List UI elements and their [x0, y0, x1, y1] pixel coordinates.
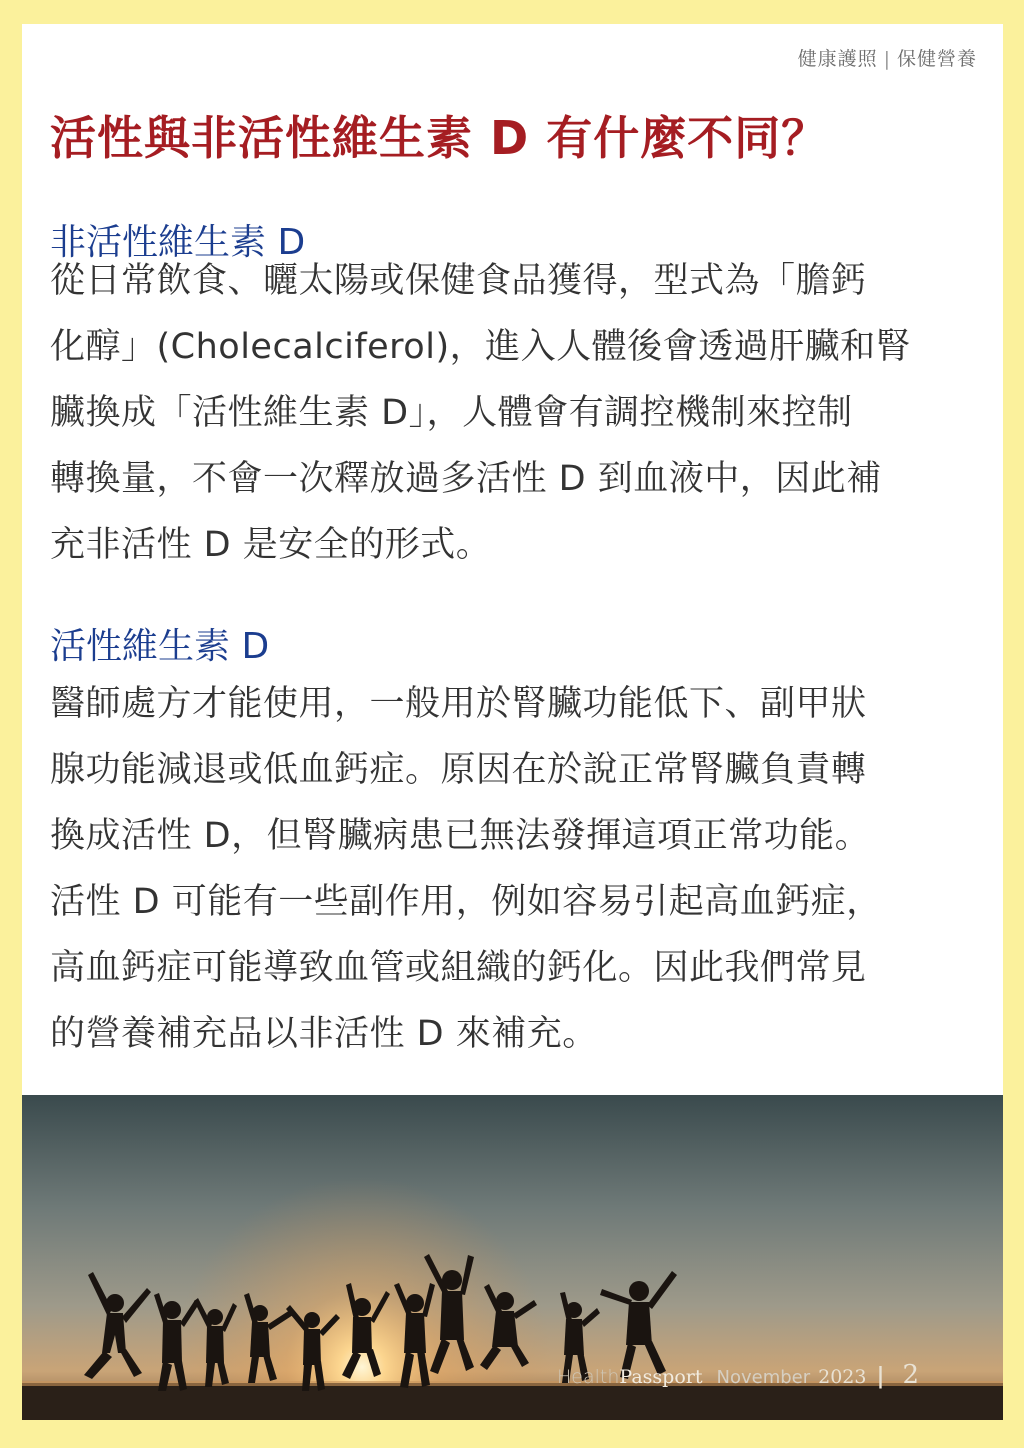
header-category: 保健營養	[896, 48, 977, 70]
footer-month: November	[716, 1367, 811, 1388]
footer-year: 2023	[818, 1366, 867, 1388]
header-section: 健康護照	[797, 48, 878, 70]
body-line: 轉換量，不會一次釋放過多活性 D 到血液中，因此補	[50, 459, 882, 499]
page-footer	[557, 1360, 919, 1390]
section-body-inactive	[50, 248, 985, 578]
body-line: 的營養補充品以非活性 D 來補充。	[50, 1014, 598, 1054]
footer-brand-passport: Passport	[619, 1366, 703, 1388]
body-line: 高血鈣症可能導致血管或組織的鈣化。因此我們常見	[50, 948, 867, 988]
section-heading-inactive: 非活性維生素 D	[50, 222, 306, 263]
footer-separator: |	[876, 1363, 885, 1389]
body-line: 從日常飲食、曬太陽或保健食品獲得，型式為「膽鈣	[50, 261, 867, 301]
section-heading-active: 活性維生素 D	[50, 626, 270, 667]
body-line: 腺功能減退或低血鈣症。原因在於說正常腎臟負責轉	[50, 750, 867, 790]
footer-brand-health: Health	[557, 1366, 620, 1388]
document-page	[22, 24, 1003, 1420]
body-line: 活性 D 可能有一些副作用，例如容易引起高血鈣症，	[50, 882, 882, 922]
body-line: 換成活性 D，但腎臟病患已無法發揮這項正常功能。	[50, 816, 871, 856]
body-line: 臟換成「活性維生素 D」，人體會有調控機制來控制	[50, 393, 853, 433]
body-line: 化醇」(Cholecalciferol)，進入人體後會透過肝臟和腎	[50, 327, 912, 367]
body-line: 醫師處方才能使用，一般用於腎臟功能低下、副甲狀	[50, 684, 867, 724]
page-title: 活性與非活性維生素 D 有什麼不同？	[50, 111, 829, 165]
page-header	[798, 44, 977, 71]
body-line: 充非活性 D 是安全的形式。	[50, 525, 492, 565]
section-body-active	[50, 671, 985, 1067]
page-number: 2	[902, 1360, 920, 1390]
header-separator: |	[883, 48, 891, 70]
